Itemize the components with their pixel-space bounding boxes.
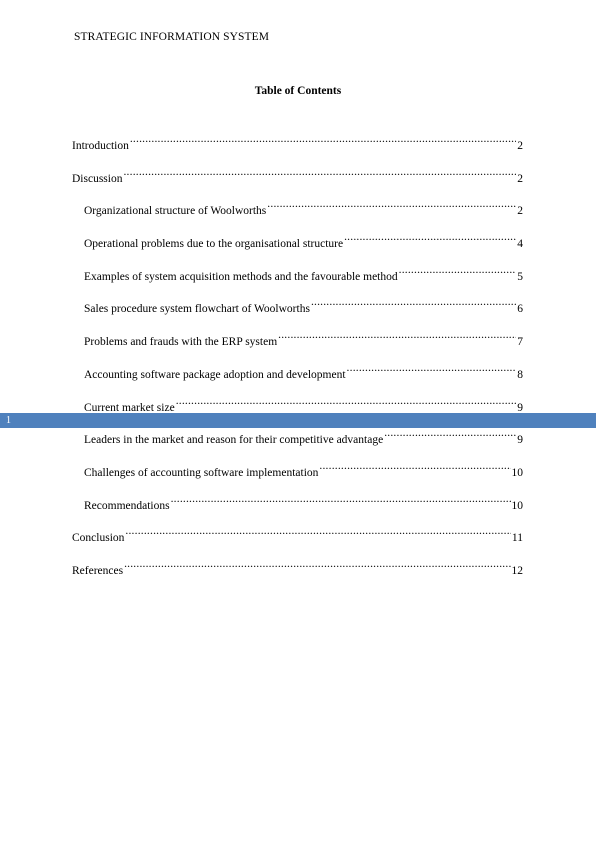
toc-entry-page: 11 (511, 532, 523, 545)
toc-leader-dots (347, 364, 517, 378)
toc-entry-introduction[interactable] (72, 135, 523, 153)
page-number-band (0, 413, 596, 428)
page-number: 1 (6, 415, 11, 426)
toc-leader-dots (171, 495, 511, 509)
toc-entry-page: 12 (511, 564, 523, 577)
toc-entry-page: 2 (517, 205, 523, 218)
toc-leader-dots (130, 135, 516, 149)
toc-entry-page: 2 (517, 140, 523, 152)
toc-entry-page: 9 (517, 434, 523, 447)
toc-leader-dots (267, 200, 516, 214)
toc-title: Table of Contents (254, 85, 342, 97)
toc-entry-page: 9 (517, 401, 523, 414)
toc-entry-recommendations[interactable] (72, 495, 523, 513)
table-of-contents (72, 135, 523, 593)
toc-leader-dots (278, 331, 516, 345)
toc-entry-references[interactable] (72, 560, 523, 578)
toc-entry-page: 4 (517, 238, 523, 251)
toc-entry-label: Operational problems due to the organisational structure (84, 238, 344, 251)
toc-entry-label: Examples of system acquisition methods and the favourable method (84, 270, 398, 283)
toc-entry-label: Sales procedure system flowchart of Woolworths (84, 303, 310, 316)
toc-entry-label: Current market size (84, 401, 175, 414)
toc-entry-software-adoption[interactable] (72, 364, 523, 382)
toc-entry-page: 6 (517, 303, 523, 316)
toc-entry-page: 5 (517, 270, 523, 283)
toc-entry-label: Problems and frauds with the ERP system (84, 336, 278, 349)
toc-entry-implementation-challenges[interactable] (72, 462, 523, 480)
toc-entry-page: 10 (511, 466, 523, 479)
toc-entry-sales-flowchart[interactable] (72, 298, 523, 316)
toc-entry-label: Discussion (72, 172, 123, 185)
toc-leader-dots (176, 397, 517, 411)
toc-entry-label: Accounting software package adoption and development (84, 368, 346, 381)
toc-entry-conclusion[interactable] (72, 527, 523, 545)
toc-leader-dots (399, 266, 517, 280)
toc-entry-acquisition-methods[interactable] (72, 266, 523, 284)
toc-entry-label: Recommendations (84, 499, 170, 512)
toc-leader-dots (124, 560, 510, 574)
toc-entry-discussion[interactable] (72, 168, 523, 186)
toc-entry-label: Leaders in the market and reason for their competitive advantage (84, 434, 384, 447)
toc-leader-dots (125, 527, 511, 541)
toc-entry-erp-problems[interactable] (72, 331, 523, 349)
toc-leader-dots (123, 168, 516, 182)
toc-entry-page: 7 (517, 336, 523, 349)
running-header: STRATEGIC INFORMATION SYSTEM (74, 31, 270, 43)
toc-entry-label: References (72, 564, 124, 577)
toc-leader-dots (319, 462, 510, 476)
toc-entry-organizational-structure[interactable] (72, 200, 523, 218)
toc-leader-dots (384, 429, 516, 443)
toc-leader-dots (344, 233, 516, 247)
toc-entry-operational-problems[interactable] (72, 233, 523, 251)
toc-entry-page: 8 (517, 368, 523, 381)
toc-entry-label: Introduction (72, 140, 129, 152)
toc-entry-label: Challenges of accounting software implementation (84, 466, 319, 479)
toc-entry-page: 2 (517, 172, 523, 185)
toc-entry-market-leaders[interactable] (72, 429, 523, 447)
toc-entry-page: 10 (511, 499, 523, 512)
toc-entry-market-size[interactable] (72, 397, 523, 415)
toc-leader-dots (311, 298, 516, 312)
toc-entry-label: Conclusion (72, 532, 125, 545)
toc-entry-label: Organizational structure of Woolworths (84, 205, 267, 218)
